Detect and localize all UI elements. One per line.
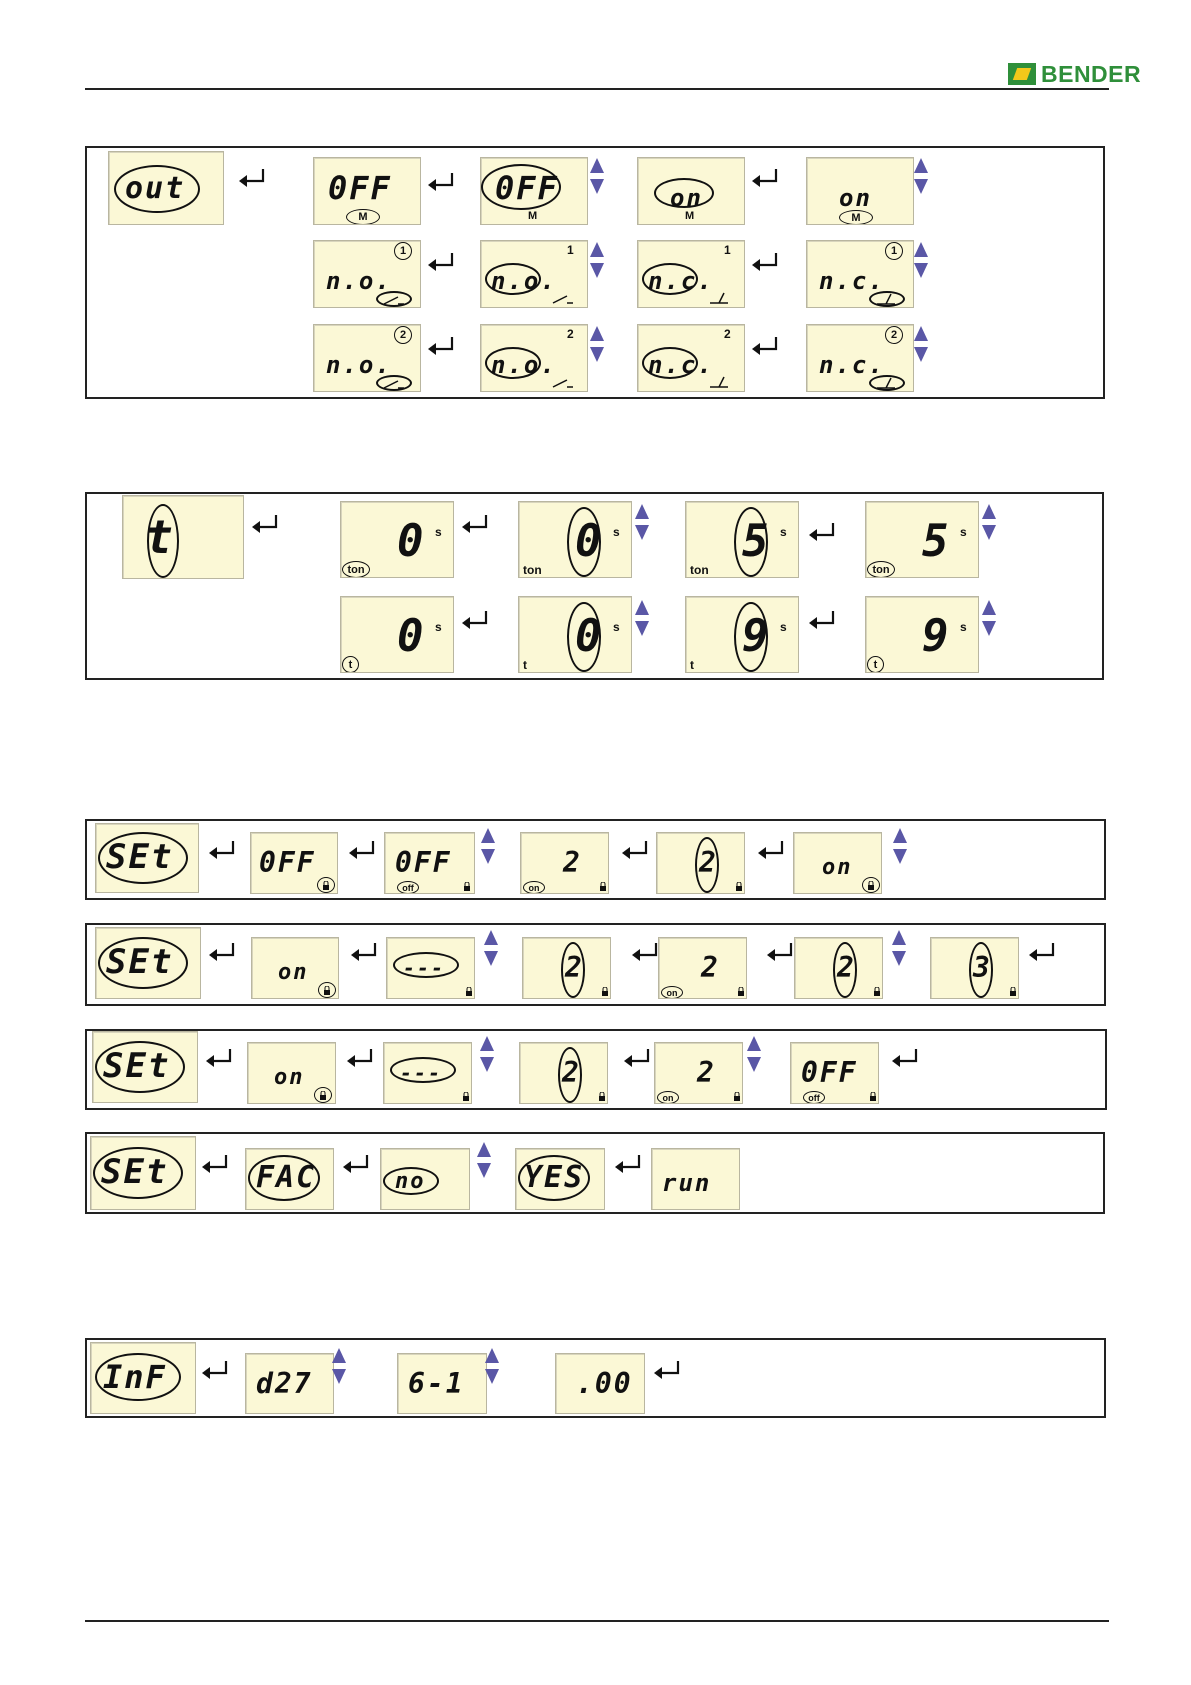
unit-label: s [780,620,787,634]
relay-number: 1 [399,245,407,257]
up-down-arrows-icon [892,827,908,865]
lcd-set1-menu [95,823,199,893]
enter-arrow-icon [1027,941,1057,963]
selection-ellipse [642,263,698,295]
selection-ellipse [147,504,179,578]
lcd-set3-menu [92,1031,198,1103]
lcd-text: 0FF [395,846,452,879]
lcd-text: SEt [103,1046,171,1086]
enter-arrow-icon [765,941,795,963]
lcd-set4-4 [651,1148,740,1210]
enter-arrow-icon [341,1153,371,1175]
selection-ellipse [93,1147,183,1199]
switch-contact-icon [875,292,899,306]
padlock-icon [319,1091,327,1100]
lcd-out-r2-1 [313,240,421,308]
relay-number-indicator [885,242,903,260]
lcd-text: 0FF [495,169,559,207]
lcd-text: run [662,1169,712,1197]
padlock-icon [735,882,743,891]
up-down-arrows-icon [480,827,496,865]
relay-number: 1 [724,243,731,257]
lcd-out-r2-2 [480,240,588,308]
padlock-icon [733,1092,741,1101]
manual-indicator [839,210,873,225]
enter-arrow-icon [426,335,456,357]
lcd-set3-1 [247,1042,336,1104]
lcd-inf-1 [245,1353,334,1414]
up-down-arrows-icon [981,503,997,541]
lcd-set2-5 [794,937,883,999]
lcd-set2-1 [251,937,339,999]
selection-ellipse [642,347,698,379]
indicator-label: on [528,882,540,893]
lcd-inf-menu [90,1342,196,1414]
indicator-label: t [523,658,527,672]
enter-arrow-icon [200,1359,230,1381]
selection-ellipse [734,507,768,577]
lcd-set4-menu [90,1136,196,1210]
lcd-set4-1 [245,1148,334,1210]
unit-label: s [435,620,442,634]
lcd-t-r2-1 [340,596,454,673]
lcd-set3-5 [790,1042,879,1104]
enter-arrow-icon [652,1359,682,1381]
lcd-text: 0FF [801,1056,858,1089]
padlock-icon [322,881,330,890]
lcd-text: t [145,510,175,564]
selection-ellipse [567,602,601,672]
lcd-text: 5 [742,516,771,567]
switch-contact-icon [382,378,406,390]
enter-arrow-icon [460,609,490,631]
bender-logo [1008,60,1141,88]
unit-label: s [613,525,620,539]
enter-arrow-icon [349,941,379,963]
lcd-text: InF [103,1358,167,1396]
lcd-out-r3-3 [637,324,745,392]
ton-indicator [867,561,895,578]
enter-arrow-icon [622,1047,652,1069]
lock-indicator [318,982,336,998]
enter-arrow-icon [460,513,490,535]
lcd-text: on [278,960,309,985]
lcd-text: n.o. [491,351,557,379]
selection-ellipse [393,952,459,978]
indicator-label: ton [523,563,542,577]
lcd-set3-3 [519,1042,608,1104]
lcd-set4-3 [515,1148,605,1210]
padlock-icon [867,881,875,890]
lcd-t-menu [122,495,244,579]
indicator-label: M [685,210,695,222]
enter-arrow-icon [750,335,780,357]
enter-arrow-icon [347,839,377,861]
selection-ellipse [485,263,541,295]
lcd-text: 0 [397,611,426,662]
lcd-text: 2 [563,846,582,879]
padlock-icon [598,1092,606,1101]
selection-ellipse [654,178,714,212]
up-down-arrows-icon [331,1347,347,1385]
selection-ellipse [695,837,719,893]
selection-ellipse [95,1041,185,1093]
padlock-icon [599,882,607,891]
lcd-t-r2-2 [518,596,632,673]
lcd-set2-2 [386,937,475,999]
footer-rule [85,1620,1109,1622]
up-down-arrows-icon [981,599,997,637]
lcd-text: 2 [565,951,584,984]
lcd-inf-3 [555,1353,645,1414]
lcd-set4-2 [380,1148,470,1210]
up-down-arrows-icon [634,599,650,637]
relay-number-indicator [885,326,903,344]
lcd-set1-1 [250,832,338,894]
lcd-out-r3-1 [313,324,421,392]
ton-indicator [342,561,370,578]
indicator-label: ton [872,563,890,576]
lcd-out-r2-3 [637,240,745,308]
lcd-t-r2-3 [685,596,799,673]
lcd-set1-5 [793,832,882,894]
lcd-text: n.c. [648,351,714,379]
lcd-text: 0FF [328,169,392,207]
enter-arrow-icon [250,513,280,535]
lcd-text: 0 [575,611,604,662]
enter-arrow-icon [207,941,237,963]
switch-contact-icon [708,291,732,305]
up-down-arrows-icon [483,929,499,967]
lcd-set1-2 [384,832,475,894]
manual-indicator [346,209,380,225]
relay-number: 2 [724,327,731,341]
up-down-arrows-icon [589,157,605,195]
padlock-icon [1009,987,1017,996]
switch-contact-icon [382,294,406,306]
relay-number-indicator [394,326,412,344]
up-down-arrows-icon [476,1141,492,1179]
lcd-text: d27 [256,1367,313,1400]
lcd-text: 3 [973,951,992,984]
enter-arrow-icon [204,1047,234,1069]
selection-ellipse [734,602,768,672]
bender-logo-mark-icon [1008,63,1036,85]
up-down-arrows-icon [913,157,929,195]
lcd-out-r1-2 [480,157,588,225]
lcd-text: n.c. [819,351,885,379]
selection-ellipse [485,347,541,379]
lcd-text: FAC [256,1160,317,1195]
indicator-label: M [851,211,861,224]
selection-ellipse [558,1047,582,1103]
lcd-text: SEt [106,837,174,877]
lcd-text: 2 [701,951,720,984]
selection-ellipse [383,1167,439,1195]
lcd-text: on [670,184,703,212]
padlock-icon [601,987,609,996]
switch-contact-icon [551,293,575,305]
up-down-arrows-icon [479,1035,495,1073]
lcd-text: n.o. [326,267,392,295]
indicator-label: on [666,987,678,998]
selection-ellipse [98,832,188,884]
lcd-text: 9 [922,611,951,662]
padlock-icon [873,987,881,996]
on-indicator [657,1091,679,1104]
off-indicator [803,1091,825,1104]
indicator-label: t [348,658,353,671]
unit-label: s [613,620,620,634]
lcd-text: n.o. [326,351,392,379]
selection-ellipse [248,1155,320,1201]
lcd-set1-3 [520,832,609,894]
relay-number: 2 [890,329,898,341]
lock-indicator [862,877,880,893]
lcd-text: --- [400,1061,443,1085]
lcd-out-r3-4 [806,324,914,392]
lcd-out-r3-2 [480,324,588,392]
lcd-out-r1-4 [806,157,914,225]
lcd-set3-2 [383,1042,472,1104]
padlock-icon [869,1092,877,1101]
up-down-arrows-icon [913,241,929,279]
lcd-t-r2-4 [865,596,979,673]
selection-ellipse [518,1155,590,1201]
padlock-icon [737,987,745,996]
on-indicator [523,881,545,894]
up-down-arrows-icon [589,325,605,363]
enter-arrow-icon [807,521,837,543]
lcd-text: 2 [837,951,856,984]
padlock-icon [465,987,473,996]
selection-ellipse [95,1353,181,1401]
enter-arrow-icon [620,839,650,861]
bender-logo-text: BENDER [1041,60,1142,87]
relay-number-indicator [394,242,412,260]
lcd-inf-2 [397,1353,487,1414]
relay-number: 1 [890,245,898,257]
lcd-set2-6 [930,937,1019,999]
relay-number: 2 [567,327,574,341]
on-indicator [661,986,683,999]
selection-ellipse [114,165,200,213]
lcd-text: .00 [576,1367,633,1400]
lcd-t-r1-2 [518,501,632,578]
lcd-set3-4 [654,1042,743,1104]
selection-ellipse [561,942,585,998]
off-indicator [397,881,419,894]
padlock-icon [463,882,471,891]
lcd-text: out [125,171,186,206]
lcd-set1-4 [656,832,745,894]
lcd-text: 0 [397,516,426,567]
up-down-arrows-icon [589,241,605,279]
up-down-arrows-icon [634,503,650,541]
lcd-text: 6-1 [408,1367,465,1400]
lcd-text: YES [524,1160,585,1195]
indicator-label: M [528,210,538,222]
selection-ellipse [98,937,188,989]
indicator-label: M [358,211,368,223]
lcd-t-r1-1 [340,501,454,578]
lcd-out-menu [108,151,224,225]
lock-indicator [314,1087,332,1103]
unit-label: s [435,525,442,539]
up-down-arrows-icon [484,1347,500,1385]
lcd-text: no [395,1169,426,1194]
lock-indicator [317,877,335,893]
lcd-set2-3 [522,937,611,999]
lcd-text: 2 [697,1056,716,1089]
lcd-text: 9 [742,611,771,662]
lcd-text: 0FF [259,846,316,879]
relay-number: 2 [399,329,407,341]
lcd-text: on [274,1065,305,1090]
enter-arrow-icon [750,167,780,189]
selection-ellipse [390,1057,456,1083]
enter-arrow-icon [613,1153,643,1175]
relay-number: 1 [567,243,574,257]
enter-arrow-icon [345,1047,375,1069]
indicator-label: off [402,882,414,893]
enter-arrow-icon [426,251,456,273]
lcd-text: SEt [106,942,174,982]
enter-arrow-icon [630,941,660,963]
lcd-t-r1-3 [685,501,799,578]
up-down-arrows-icon [746,1035,762,1073]
enter-arrow-icon [200,1153,230,1175]
selection-ellipse [481,164,561,210]
indicator-label: ton [347,563,365,576]
lcd-set2-menu [95,927,201,999]
indicator-label: ton [690,563,709,577]
up-down-arrows-icon [891,929,907,967]
header-rule [85,88,1109,90]
lcd-out-r1-3 [637,157,745,225]
enter-arrow-icon [207,839,237,861]
lcd-text: SEt [101,1152,169,1192]
switch-contact-icon [708,375,732,389]
indicator-label: t [873,658,878,671]
t-indicator [867,656,884,673]
lcd-text: on [822,855,853,880]
enter-arrow-icon [750,251,780,273]
unit-label: s [960,525,967,539]
t-indicator [342,656,359,673]
selection-ellipse [969,942,993,998]
lcd-set2-4 [658,937,747,999]
unit-label: s [780,525,787,539]
enter-arrow-icon [890,1047,920,1069]
selection-ellipse [833,942,857,998]
lcd-out-r1-1 [313,157,421,225]
lcd-text: on [839,184,872,212]
lcd-text: 5 [922,516,951,567]
unit-label: s [960,620,967,634]
enter-arrow-icon [756,839,786,861]
enter-arrow-icon [426,171,456,193]
lcd-t-r1-4 [865,501,979,578]
indicator-label: off [808,1092,820,1103]
indicator-label: on [662,1092,674,1103]
lcd-text: n.o. [491,267,557,295]
lcd-text: 2 [562,1056,581,1089]
lcd-text: 2 [699,846,718,879]
lcd-text: --- [403,956,446,980]
lcd-out-r2-4 [806,240,914,308]
up-down-arrows-icon [913,325,929,363]
indicator-label: t [690,658,694,672]
switch-contact-icon [875,376,899,390]
selection-ellipse [567,507,601,577]
lcd-text: n.c. [648,267,714,295]
switch-contact-icon [551,377,575,389]
enter-arrow-icon [237,167,267,189]
lcd-text: n.c. [819,267,885,295]
padlock-icon [323,986,331,995]
lcd-text: 0 [575,516,604,567]
padlock-icon [462,1092,470,1101]
enter-arrow-icon [807,609,837,631]
